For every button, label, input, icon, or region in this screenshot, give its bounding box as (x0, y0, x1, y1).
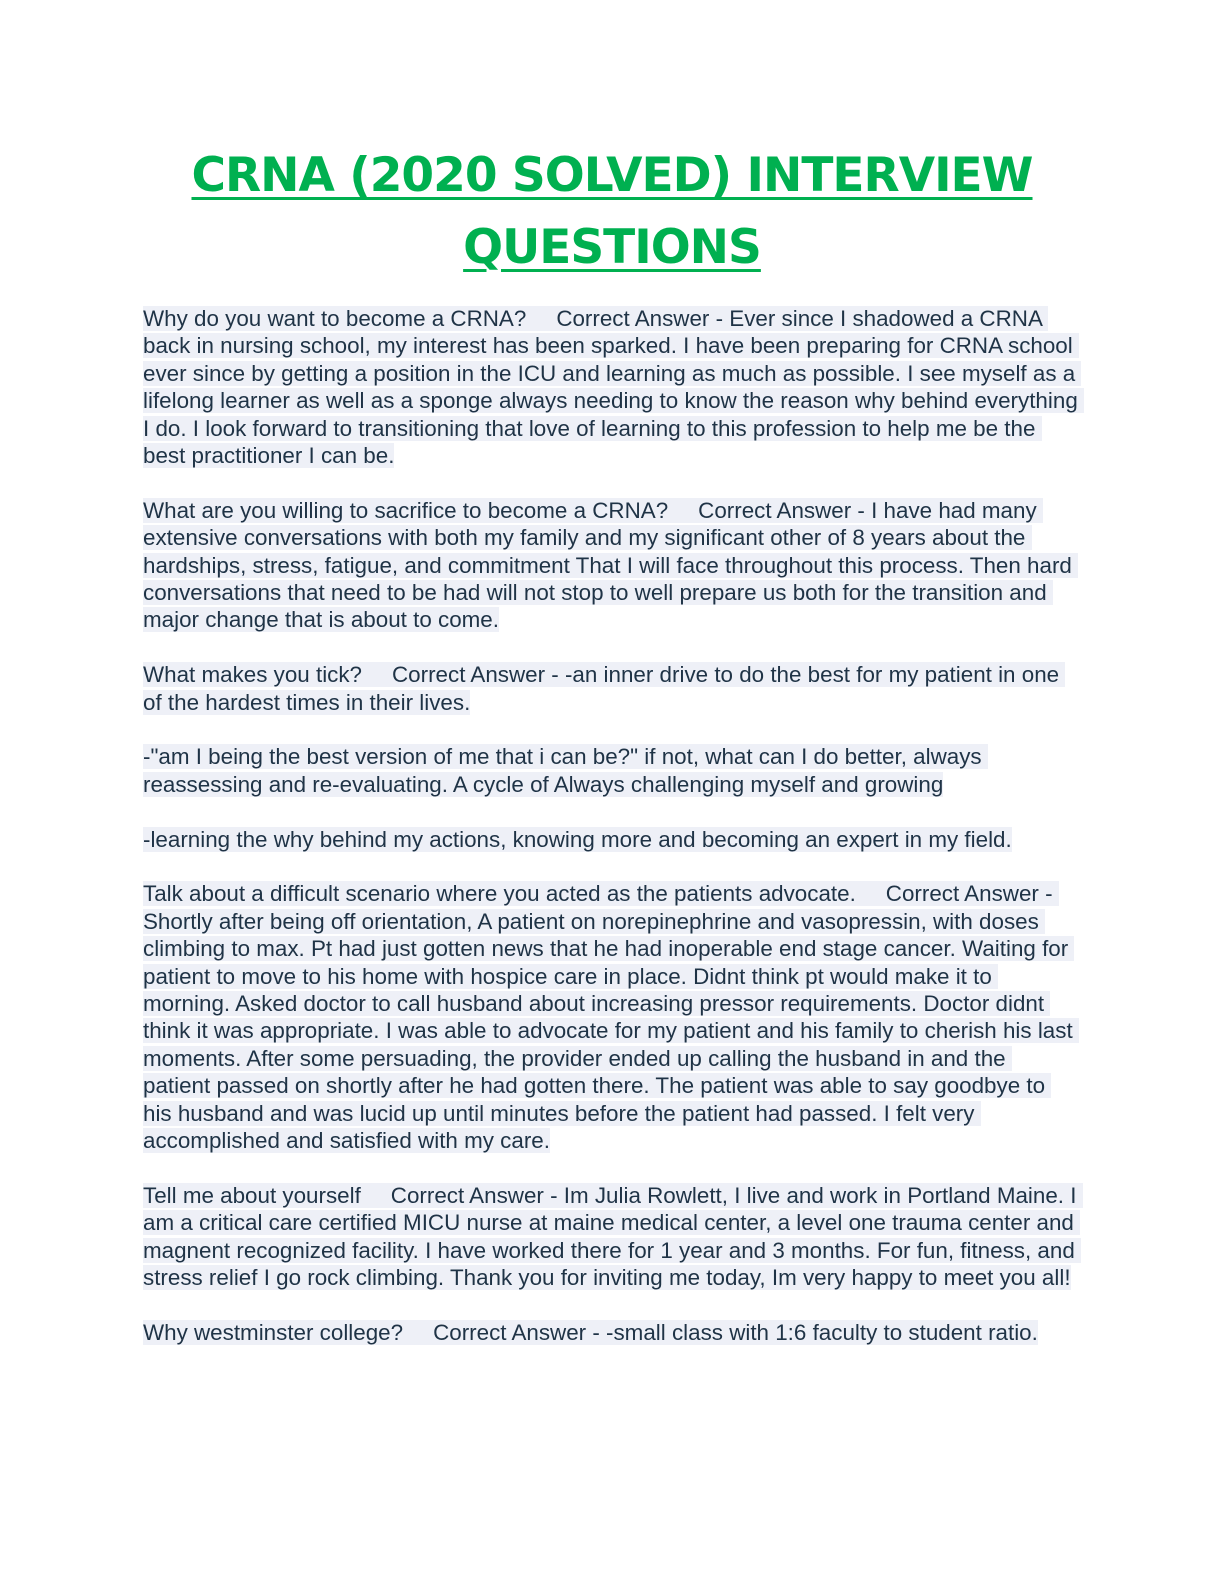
answer-text: I have had many extensive conversations with both my family and my significant other of 8 years about the hardships, stress, fatigue, and commitment That I will face throughout this process. Then hard conversations that need to be had will not stop to well prepare us both for the transition and major change that is about to come. (143, 497, 1079, 633)
question-text: Talk about a difficult scenario where you acted as the patients advocate. (143, 881, 856, 907)
qa-item-6 (143, 1319, 1078, 1346)
question-text: What are you willing to sacrifice to become a CRNA? (143, 497, 669, 523)
title-line-1: CRNA (2020 SOLVED) INTERVIEW (191, 148, 1033, 203)
qa-item-3 (143, 661, 1078, 716)
answer-prefix: Correct Answer - (885, 881, 1059, 907)
continuation-text: -learning the why behind my actions, knowing more and becoming an expert in my field. (143, 826, 1012, 852)
qa-item-5 (143, 1182, 1083, 1292)
document-body (143, 305, 1084, 1374)
answer-prefix: Correct Answer - (392, 662, 565, 688)
continuation-paragraph-1 (143, 743, 1078, 798)
qa-item-2 (143, 497, 1078, 634)
answer-text: -small class with 1:6 faculty to student ratio. (606, 1319, 1038, 1345)
document-title (100, 140, 1124, 284)
continuation-text: -"am I being the best version of me that i can be?" if not, what can I do better, always reassessing and re-evaluating. A cycle of Always challenging myself and growing (143, 744, 988, 797)
question-text: What makes you tick? (143, 662, 363, 688)
title-line-2: QUESTIONS (463, 220, 761, 275)
qa-item-1 (143, 305, 1084, 469)
question-text: Why westminster college? (143, 1319, 404, 1345)
answer-text: Shortly after being off orientation, A patient on norepinephrine and vasopressin, with doses climbing to max. Pt had just gotten news that he had inoperable end stage cancer. Waiting for patient to move to his home with hospice care in place. Didnt think pt would make it to morning. Asked doctor to call husband about increasing pressor requirements. Doctor didnt think it was appropriate. I was able to advocate for my patient and his family to cherish his last moments. After some persuading, the provider ended up calling the husband in and the patient passed on shortly after he had gotten there. The patient was able to say goodbye to his husband and was lucid up until minutes before the patient had passed. I felt very accomplished and satisfied with my care. (143, 908, 1079, 1154)
qa-item-4 (143, 880, 1078, 1154)
answer-text: Ever since I shadowed a CRNA back in nursing school, my interest has been sparked. I have been preparing for CRNA school ever since by getting a position in the ICU and learning as much as possible. I see myself as a lifelong learner as well as a sponge always needing to know the reason why behind everything I do. I look forward to transitioning that love of learning to this profession to help me be the best practitioner I can be. (143, 306, 1084, 469)
answer-text: Im Julia Rowlett, I live and work in Portland Maine. I am a critical care certified MICU nurse at maine medical center, a level one trauma center and magnent recognized facility. I have worked there for 1 year and 3 months. For fun, fitness, and stress relief I go rock climbing. Thank you for inviting me today, Im very happy to meet you all! (143, 1182, 1083, 1291)
continuation-paragraph-2 (143, 826, 1078, 853)
question-text: Tell me about yourself (143, 1182, 361, 1208)
question-text: Why do you want to become a CRNA? (143, 306, 527, 331)
answer-prefix: Correct Answer - (698, 497, 872, 523)
answer-prefix: Correct Answer - (390, 1182, 564, 1208)
answer-text: -an inner drive to do the best for my patient in one of the hardest times in their lives. (143, 662, 1066, 715)
answer-prefix: Correct Answer - (433, 1319, 607, 1345)
answer-prefix: Correct Answer - (556, 306, 730, 331)
